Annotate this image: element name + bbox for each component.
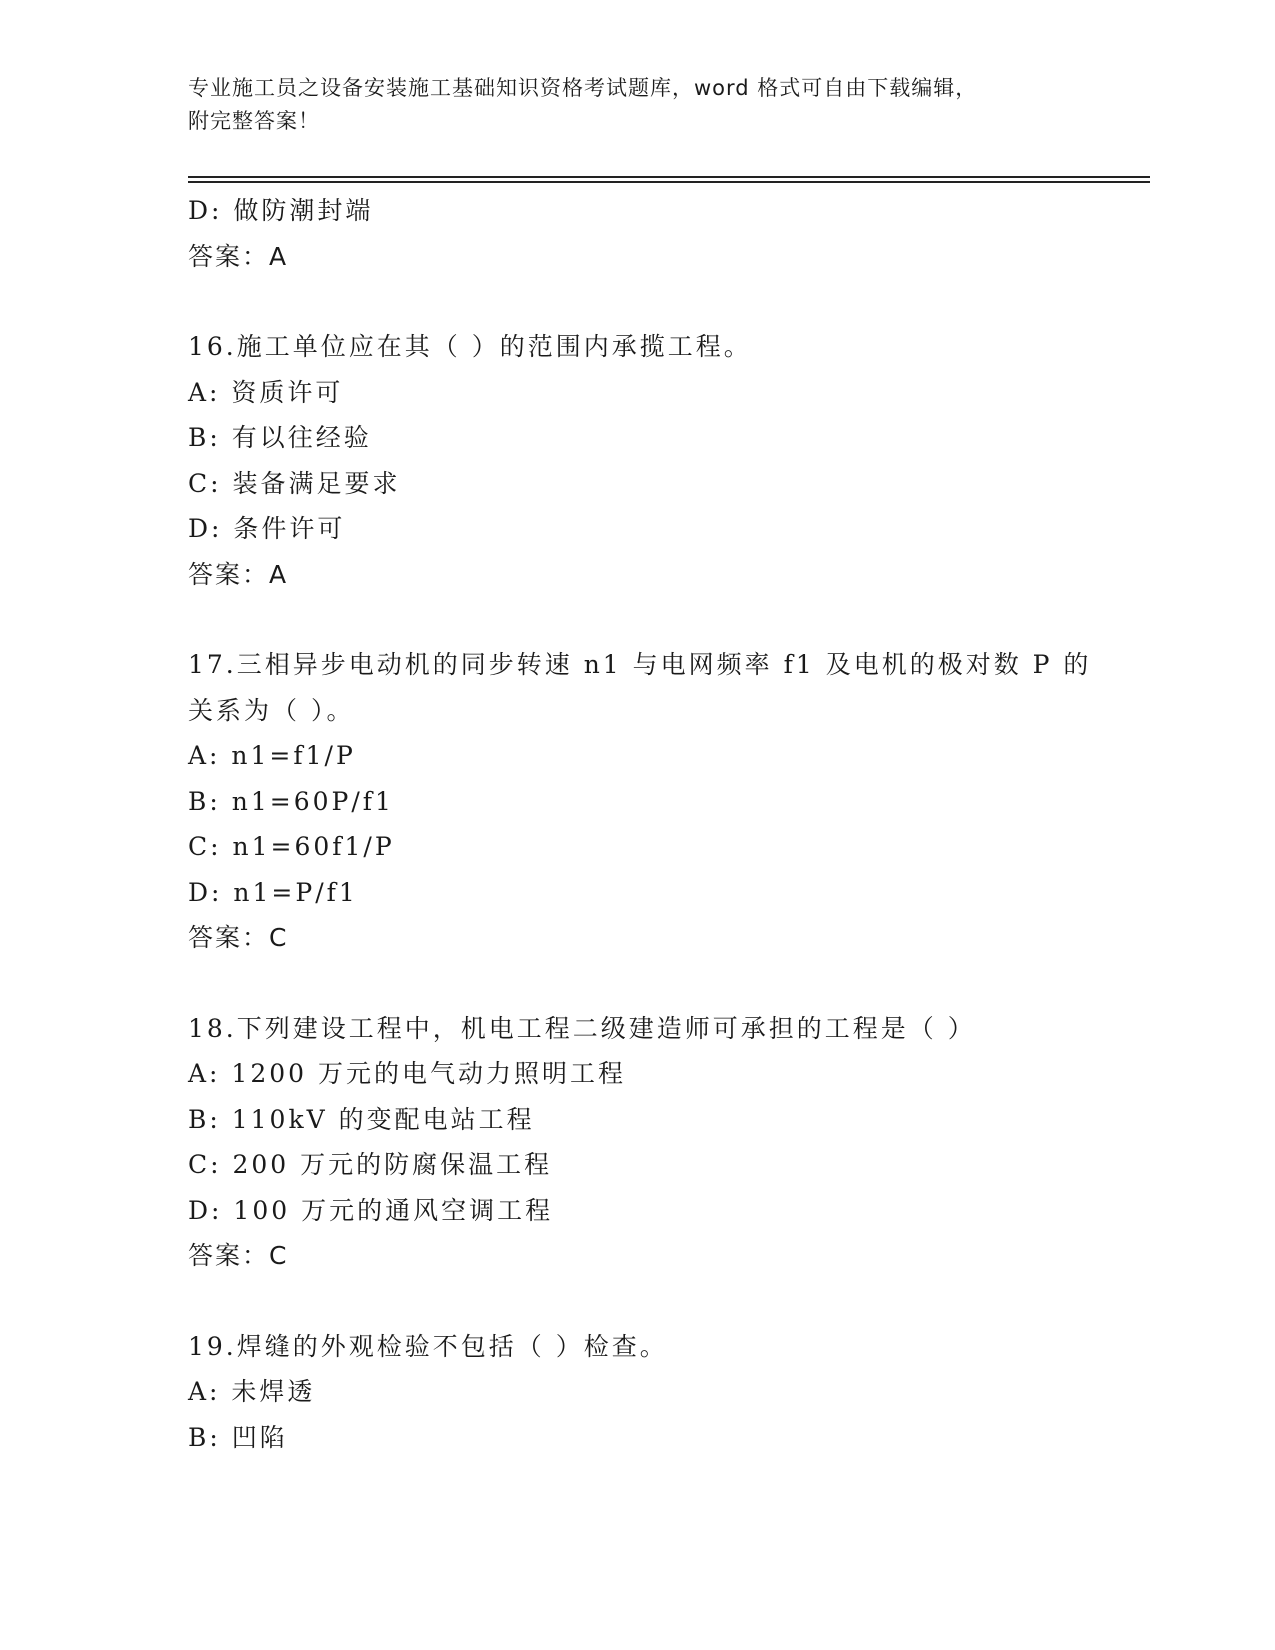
option-a: A: 未焊透: [188, 1377, 316, 1406]
answer-line: 答案：C: [188, 1241, 289, 1270]
option-b: B: 凹陷: [188, 1422, 288, 1452]
option-d: D: n1=P/f1: [188, 877, 358, 907]
question-16: [188, 324, 1148, 597]
option-c: C: 装备满足要求: [188, 468, 401, 498]
header-divider-bottom: [188, 181, 1150, 183]
answer-line: 答案：C: [188, 923, 289, 952]
option-a: A: n1=f1/P: [188, 741, 356, 770]
question-stem: 19.焊缝的外观检验不包括（ ）检查。: [188, 1331, 668, 1361]
option-c: C: 200 万元的防腐保温工程: [188, 1150, 553, 1179]
answer-line: 答案：A: [188, 559, 289, 589]
option-b: B: n1=60P/f1: [188, 786, 394, 816]
option-b: B: 有以往经验: [188, 423, 372, 452]
question-stem: 16.施工单位应在其（ ）的范围内承揽工程。: [188, 332, 752, 361]
header-divider-top: [188, 176, 1150, 178]
question-18: [188, 1006, 1148, 1279]
question-stem-line-2: 关系为（ ）。: [188, 695, 355, 725]
answer-line: 答案：A: [188, 241, 289, 271]
question-list: [188, 188, 1148, 1460]
question-stem-line-1: 17.三相异步电动机的同步转速 n1 与电网频率 f1 及电机的极对数 P 的: [188, 650, 1092, 679]
document-header: [188, 72, 1078, 138]
option-d: D: 做防潮封端: [188, 196, 374, 225]
header-line-2: 附完整答案！: [188, 109, 320, 133]
option-c: C: n1=60f1/P: [188, 832, 395, 861]
option-b: B: 110kV 的变配电站工程: [188, 1104, 535, 1134]
option-a: A: 资质许可: [188, 377, 344, 407]
header-line-1: 专业施工员之设备安装施工基础知识资格考试题库，word 格式可自由下载编辑，: [188, 76, 978, 100]
previous-question-tail: [188, 188, 1148, 279]
option-d: D: 100 万元的通风空调工程: [188, 1195, 554, 1225]
question-19: [188, 1324, 1148, 1461]
option-a: A: 1200 万元的电气动力照明工程: [188, 1059, 626, 1088]
question-stem: 18.下列建设工程中，机电工程二级建造师可承担的工程是（ ）: [188, 1013, 976, 1043]
option-d: D: 条件许可: [188, 514, 346, 543]
question-17: [188, 642, 1148, 961]
